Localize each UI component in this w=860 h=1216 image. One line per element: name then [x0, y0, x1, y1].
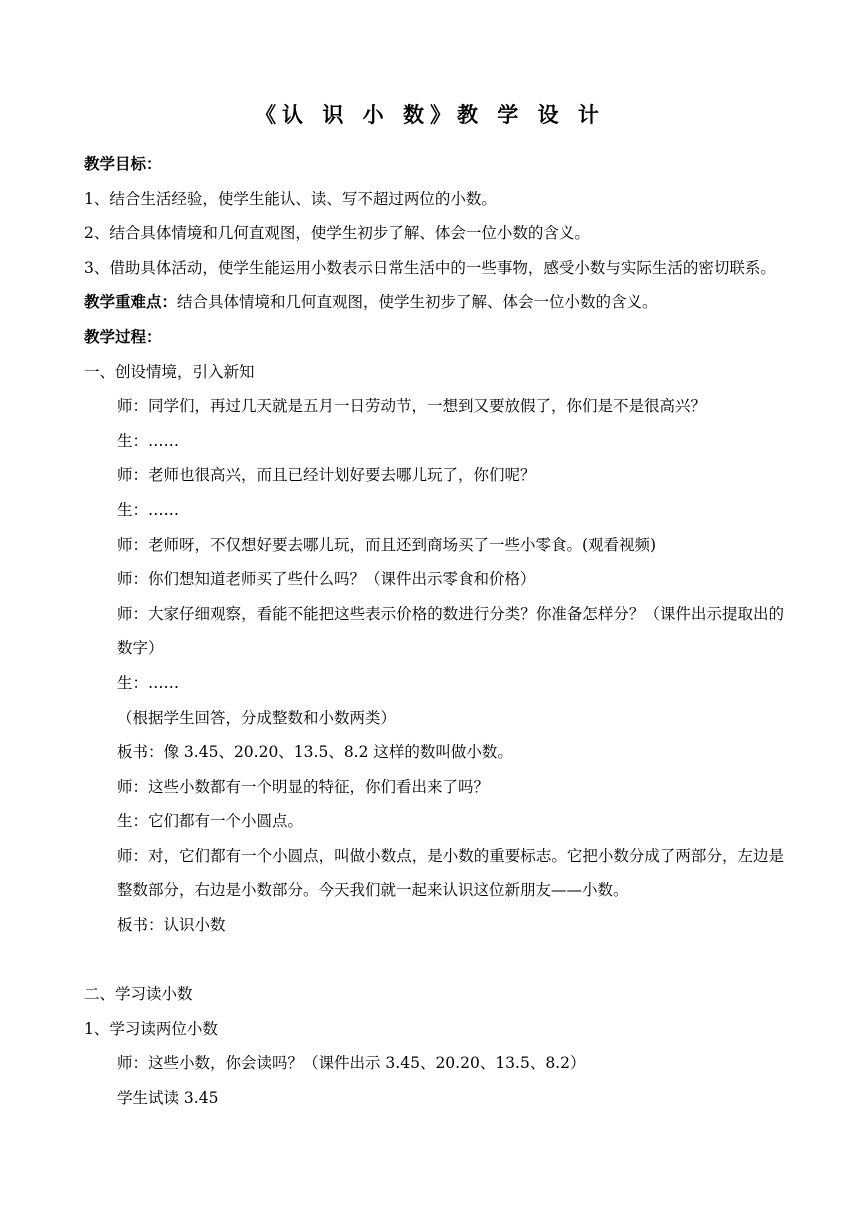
dialogue-line: 生：它们都有一个小圆点。 [117, 812, 304, 831]
dialogue-line: 师：对，它们都有一个小圆点，叫做小数点，是小数的重要标志。它把小数分成了两部分，左边是整数部分，右边是小数部分。今天我们就一起来认识这位新朋友——小数。 [117, 846, 784, 900]
section-title: 一、创设情境，引入新知 [84, 362, 255, 381]
paragraph-gap [84, 943, 784, 978]
goals-heading: 教学目标： [84, 155, 162, 173]
dialogue-line: 师：大家仔细观察，看能不能把这些表示价格的数进行分类？你准备怎样分？（课件出示提取出的数字） [117, 604, 784, 658]
dialogue-line: 板书：像 3.45、20.20、13.5、8.2 这样的数叫做小数。 [117, 743, 513, 762]
document-body [84, 147, 784, 1116]
dialogue-line: 生：…… [117, 431, 180, 450]
dialogue-line: （根据学生回答，分成整数和小数两类） [117, 708, 397, 727]
process-heading: 教学过程： [84, 327, 162, 346]
subsection-title: 1、学习读两位小数 [84, 1019, 218, 1038]
goal-item: 3、借助具体活动，使学生能运用小数表示日常生活中的一些事物，感受小数与实际生活的密切联系。 [84, 258, 776, 277]
dialogue-line: 师：这些小数，你会读吗？（课件出示 3.45、20.20、13.5、8.2） [117, 1054, 586, 1073]
dialogue-line: 学生试读 3.45 [117, 1089, 219, 1108]
dialogue-line: 师：老师也很高兴，而且已经计划好要去哪儿玩了，你们呢？ [117, 466, 536, 485]
section-title: 二、学习读小数 [84, 985, 193, 1004]
dialogue-line: 板书：认识小数 [117, 916, 226, 935]
key-points-label: 教学重难点： [84, 293, 178, 312]
dialogue-line: 师：这些小数都有一个明显的特征，你们看出来了吗？ [117, 777, 490, 796]
dialogue-line: 师：你们想知道老师买了些什么吗？（课件出示零食和价格） [117, 570, 536, 589]
dialogue-line: 师：同学们，再过几天就是五月一日劳动节，一想到又要放假了，你们是不是很高兴？ [117, 397, 707, 416]
dialogue-line: 生：…… [117, 500, 180, 519]
goal-item: 1、结合生活经验，使学生能认、读、写不超过两位的小数。 [84, 189, 497, 208]
key-points-text: 结合具体情境和几何直观图，使学生初步了解、体会一位小数的含义。 [177, 293, 658, 312]
key-points-paragraph [84, 285, 784, 320]
dialogue-line: 生：…… [117, 673, 180, 692]
goal-item: 2、结合具体情境和几何直观图，使学生初步了解、体会一位小数的含义。 [84, 224, 590, 243]
dialogue-line: 师：老师呀，不仅想好要去哪儿玩，而且还到商场买了一些小零食。(观看视频) [117, 535, 657, 554]
document-title: 《认 识 小 数》教 学 设 计 [255, 103, 605, 127]
